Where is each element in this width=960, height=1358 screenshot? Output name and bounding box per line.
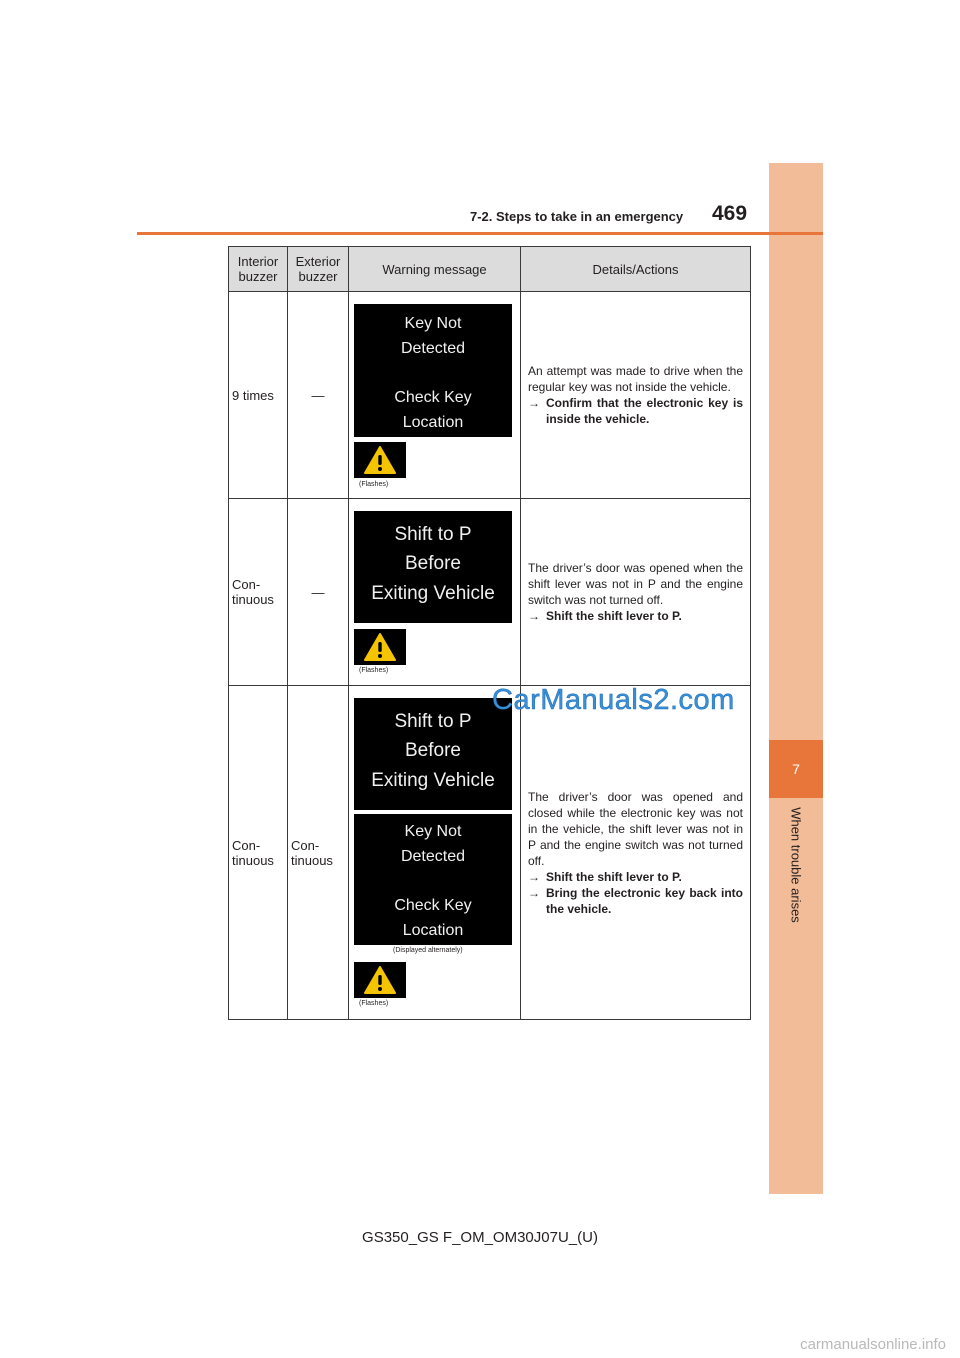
watermark-carmanuals2: CarManuals2.com bbox=[492, 684, 735, 716]
warning-message-table bbox=[228, 246, 751, 1020]
side-tab bbox=[769, 163, 823, 1194]
arrow-icon: → bbox=[528, 396, 540, 410]
screen-line: Key Not bbox=[404, 315, 462, 332]
exterior-buzzer-cell: — bbox=[288, 499, 349, 686]
interior-buzzer-cell: Con-tinuous bbox=[229, 686, 288, 1020]
screen-line: Detected bbox=[400, 340, 466, 357]
details-text: An attempt was made to drive when the regular key was not inside the vehicle. bbox=[528, 364, 743, 394]
header-warning-message: Warning message bbox=[349, 247, 521, 292]
table-row bbox=[229, 499, 751, 686]
screen-line: Check Key bbox=[394, 389, 472, 406]
details-actions-cell bbox=[521, 499, 751, 686]
header-details-actions: Details/Actions bbox=[521, 247, 751, 292]
screen-line: Location bbox=[402, 922, 464, 939]
warning-message-cell bbox=[349, 499, 521, 686]
details-actions-cell bbox=[521, 292, 751, 499]
display-screen bbox=[354, 698, 512, 810]
header-rule bbox=[137, 232, 823, 235]
exterior-buzzer-cell: — bbox=[288, 292, 349, 499]
warning-message-cell bbox=[349, 686, 521, 1020]
screen-line: Key Not bbox=[404, 823, 462, 840]
screen-line: Location bbox=[402, 414, 464, 431]
screen-line: Check Key bbox=[394, 897, 472, 914]
warning-message-cell bbox=[349, 292, 521, 499]
details-text: The driver’s door was opened and closed while the electronic key was not in the vehicle, the shift lever was not in P and the engine switch was not turned off. bbox=[528, 789, 743, 868]
display-screen bbox=[354, 304, 512, 437]
chapter-label: When trouble arises bbox=[788, 807, 804, 923]
master-warning-light bbox=[354, 962, 406, 998]
chapter-number-tab bbox=[769, 740, 823, 798]
action-item bbox=[528, 885, 743, 917]
warning-triangle-icon bbox=[363, 965, 397, 995]
action-item bbox=[528, 395, 743, 427]
arrow-icon: → bbox=[528, 869, 540, 884]
header-exterior-buzzer: Exterior buzzer bbox=[288, 247, 349, 292]
interior-buzzer-cell: 9 times bbox=[229, 292, 288, 499]
screen-line: Before bbox=[405, 740, 461, 761]
action-text: Shift the shift lever to P. bbox=[546, 609, 682, 623]
arrow-icon: → bbox=[528, 609, 540, 623]
display-screen bbox=[354, 511, 512, 623]
displayed-alternately-caption: (Displayed alternately) bbox=[393, 947, 463, 954]
display-screen-alternate bbox=[354, 814, 512, 945]
flashes-caption: (Flashes) bbox=[359, 1000, 389, 1007]
screen-line: Shift to P bbox=[394, 524, 472, 545]
screen-line: Exiting Vehicle bbox=[371, 583, 495, 604]
master-warning-light bbox=[354, 629, 406, 665]
exterior-buzzer-cell: Con-tinuous bbox=[288, 686, 349, 1020]
header-interior-buzzer: Interior buzzer bbox=[229, 247, 288, 292]
screen-line: Shift to P bbox=[394, 711, 472, 732]
flashes-caption: (Flashes) bbox=[359, 481, 389, 488]
warning-triangle-icon bbox=[363, 632, 397, 662]
flashes-caption: (Flashes) bbox=[359, 667, 389, 674]
chapter-number: 7 bbox=[792, 761, 800, 777]
table-row bbox=[229, 686, 751, 1020]
document-code: GS350_GS F_OM_OM30J07U_(U) bbox=[362, 1229, 598, 1246]
master-warning-light bbox=[354, 442, 406, 478]
warning-triangle-icon bbox=[363, 445, 397, 475]
action-text: Confirm that the electronic key is inside the vehicle. bbox=[546, 396, 743, 426]
action-item bbox=[528, 608, 743, 624]
action-text: Bring the electronic key back into the vehicle. bbox=[546, 885, 743, 916]
table-header-row bbox=[229, 247, 751, 292]
page-number: 469 bbox=[712, 202, 748, 225]
section-title: 7-2. Steps to take in an emergency bbox=[470, 209, 684, 224]
action-text: Shift the shift lever to P. bbox=[546, 869, 682, 884]
screen-line: Detected bbox=[400, 848, 466, 865]
action-item bbox=[528, 869, 743, 885]
arrow-icon: → bbox=[528, 885, 540, 900]
details-text: The driver’s door was opened when the shift lever was not in P and the engine switch was not turned off. bbox=[528, 561, 743, 607]
screen-line: Before bbox=[405, 553, 461, 574]
details-actions-cell bbox=[521, 686, 751, 1020]
watermark-carmanualsonline: carmanualsonline.info bbox=[800, 1336, 946, 1353]
screen-line: Exiting Vehicle bbox=[371, 770, 495, 791]
table-row bbox=[229, 292, 751, 499]
interior-buzzer-cell: Con-tinuous bbox=[229, 499, 288, 686]
